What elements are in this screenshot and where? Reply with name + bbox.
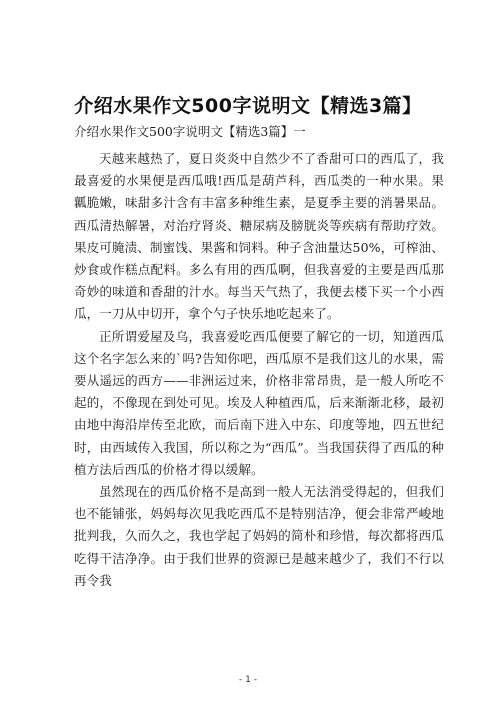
document-title: 介绍水果作文500字说明文【精选3篇】 [74,94,422,117]
paragraph: 虽然现在的西瓜价格不是高到一般人无法消受得起的，但我们也不能铺张，妈妈每次见我吃西瓜不是特别洁净，便会非常严峻地批判我，久而久之，我也学起了妈妈的简朴和珍惜，每次都将西瓜吃得干洁净净。由于我们世界的资源已是越来越少了，我们不行以再令我 [74,484,444,588]
paragraph: 天越来越热了，夏日炎炎中自然少不了香甜可口的西瓜了，我最喜爱的水果便是西瓜哦!西瓜是葫芦科，西瓜类的一种水果。果瓤脆嫩，味甜多汁含有丰富多种维生素，是夏季主要的消暑果品。西瓜清热解暑，对治疗肾炎、糖尿病及膀胱炎等疾病有帮助疗效。果皮可腌渍、制蜜饯、果酱和饲料。种子含油量达50%，可榨油、炒食或作糕点配料。多么有用的西瓜啊，但我喜爱的主要是西瓜那奇妙的味道和香甜的汁水。每当天气热了，我便去楼下买一个小西瓜，一刀从中切开，拿个勺子快乐地吃起来了。 [74,151,444,322]
page-number: - 1 - [239,675,257,685]
section-heading: 介绍水果作文500字说明文【精选3篇】一 [74,124,306,139]
document-body [74,148,444,592]
paragraph: 正所谓爱屋及乌，我喜爱吃西瓜便要了解它的一切，知道西瓜这个名字怎么来的`吗?告知你吧，西瓜原不是我们这儿的水果，需要从遥远的西方——非洲运过来，价格非常昂贵，是一般人所吃不起的，不像现在到处可见。埃及人种植西瓜，后来渐渐北移，最初由地中海沿岸传至北欧，而后南下进入中东、印度等地，四五世纪时，由西域传入我国，所以称之为“西瓜”。当我国获得了西瓜的种植方法后西瓜的价格才得以缓解。 [74,328,444,477]
